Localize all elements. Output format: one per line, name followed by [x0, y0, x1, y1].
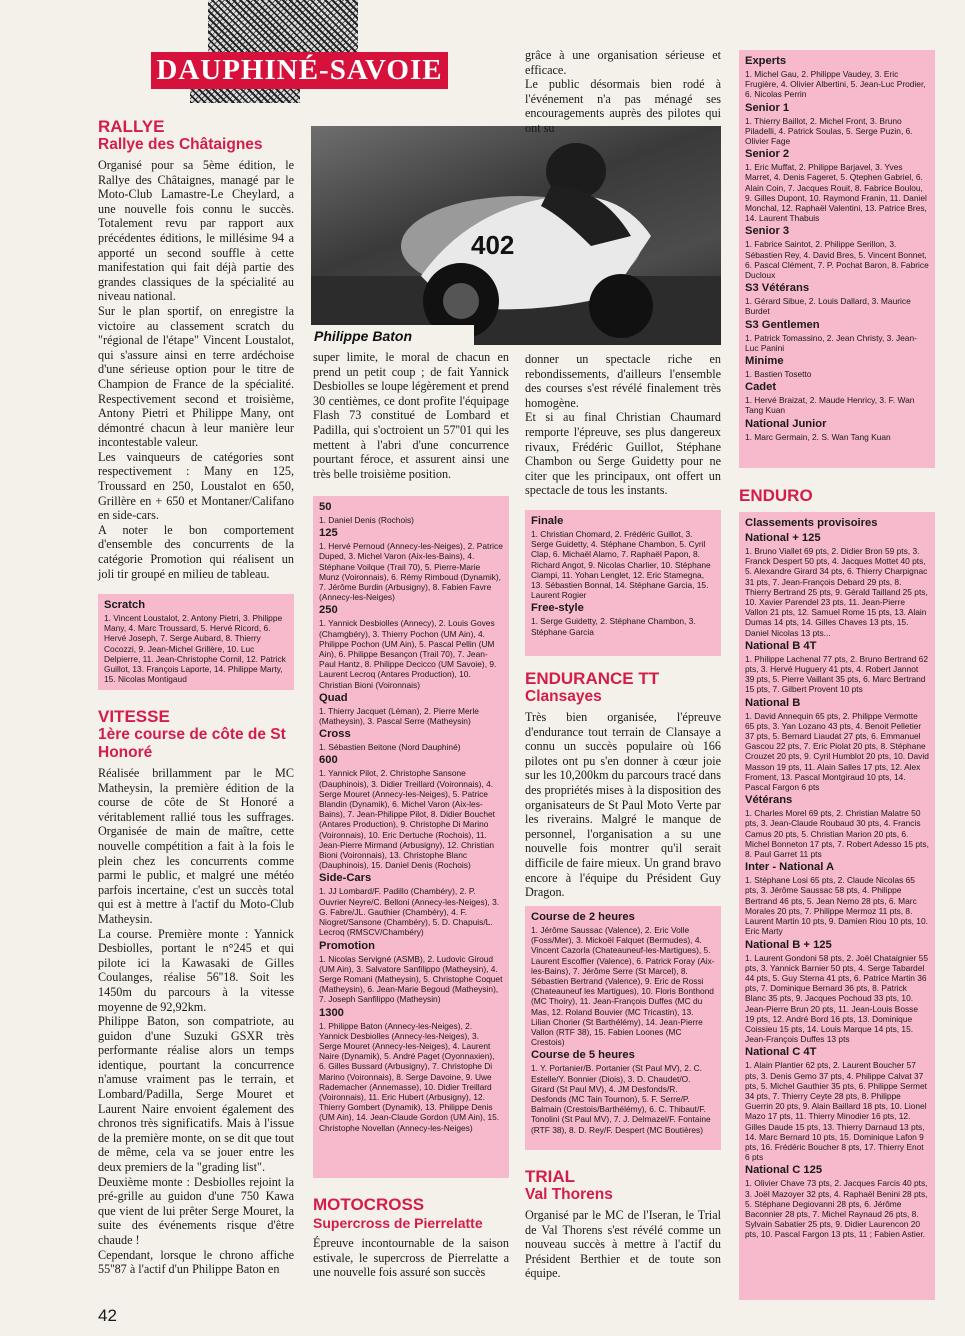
trial-article	[525, 1168, 721, 1281]
result-list: 1. Bastien Tosetto	[745, 369, 812, 380]
motocross-paragraph: Le public désormais bien rodé à l'événement n'a pas ménagé ses encouragements auprès des pilotes qui ont su	[525, 77, 721, 135]
endurance-results-box	[525, 906, 721, 1150]
result-list: 1. Hervé Pernoud (Annecy-les-Neiges), 2. Patrice Duped, 3. Michel Varon (Aix-les-Bains), 4. Stéphane Voilque (Trail 70), 5. Pierre-Marie Munz (Voironnais), 6. Rémy Rimboud (Dynamik), 7. Jérôme Burdin (Arbusigny), 8. Fabien Favre (Annecy-les-Neiges)	[319, 541, 503, 603]
result-list: 1. Daniel Denis (Rochois)	[319, 515, 414, 525]
result-heading: National C 4T	[745, 1046, 817, 1059]
result-list: 1. Fabrice Saintot, 2. Philippe Serillon, 3. Sébastien Rey, 4. David Bres, 5. Vincent Bonnet, 6. Pascal Clément, 7. P. Pochat Baron, 8. Fabrice Ducloux	[745, 239, 929, 281]
result-category	[319, 692, 503, 726]
motocross-section-heading: MOTOCROSS	[313, 1195, 425, 1214]
result-list: 1. Philippe Baton (Annecy-les-Neiges), 2. Yannick Desbiolles (Annecy-les-Neiges), 3. Serge Mouret (Annecy-les-Neiges), 4. Laurent Naire (Dynamik), 5. André Paget (Oyonnaxien), 6. Gilles Bussard (Arbusigny), 7. Christophe Di Marino (Voironnais), 8. Serge Davoine, 9. Uwe Rademacher (Annemasse), 10. Didier Treillard (Voironnais), 11. Eric Hubert (Arbusigny), 12. Thierry Gombert (Dynamik), 13. Philippe Denis (UM Ain), 14. Jean-Claude Gordon (UM Ain), 15. Christophe Novellan (Annecy-les-Neiges)	[319, 1020, 500, 1133]
result-heading: Senior 3	[745, 225, 790, 238]
result-heading: Course de 5 heures	[531, 1049, 635, 1062]
result-category	[745, 939, 929, 1045]
result-heading: National + 125	[745, 532, 821, 544]
result-list: 1. Laurent Gondoni 58 pts, 2. Joël Chataignier 55 pts, 3. Yannick Barnier 50 pts, 4. Serge Tabardel 44 pts, 5. Guy Sterna 41 pts, 6. Patrice Martin 36 pts, 7. Dominique Bernard 36 pts, 8. Patrick Blanc 35 pts, 9. Jacques Pochoud 33 pts, 10. Jean-Pierre Brun 20 pts, 11. Jean-Louis Bosse 19 pts, 12. André Bord 16 pts, 13. Dominique Coissieu 15 pts, 14. Louis Marque 14 pts, 15. Jean-François Duffes 13 pts	[745, 952, 928, 1045]
result-heading: Experts	[745, 55, 787, 67]
rallye-body	[98, 158, 294, 581]
result-heading: Minime	[745, 355, 784, 368]
result-heading: Quad	[319, 691, 348, 704]
result-category	[745, 418, 929, 442]
banner-pattern-strip	[190, 89, 300, 103]
result-category	[745, 381, 929, 415]
page-number: 42	[98, 1306, 117, 1325]
endurance-body: Très bien organisée, l'épreuve d'endurance tout terrain de Clansaye a connu un succès populaire où 166 pilotes ont pu s'en donner à cœur joie sur les 10,200km du parcours tracé dans des propriétés mises à la disposition des organisateurs de St Paul Moto Verte par les riverains. Malgré le manque de personnel, l'organisation a su une nouvelle fois montrer qu'il serait difficile de faire mieux. Un grand bravo encore à l'équipe du Président Guy Dragon.	[525, 710, 721, 900]
vitesse-title: 1ère course de côte de St Honoré	[98, 726, 286, 761]
scratch-results-box	[98, 594, 294, 690]
result-list: 1. Marc Germain, 2. S. Wan Tang Kuan	[745, 431, 891, 442]
result-category	[745, 355, 929, 379]
vitesse-paragraph: La course. Première monte : Yannick Desbiolles, portant le n°245 et qui pilote ici la Kawasaki de Gilles Coulanges, réalise 56''18. Soit les 1450m du parcours à la vitesse moyenne de 92,92km.	[98, 926, 294, 1014]
result-category	[745, 1164, 929, 1239]
race-number: 402	[471, 230, 515, 260]
result-category	[319, 1007, 503, 1133]
result-category	[531, 515, 715, 600]
result-heading: National B 4T	[745, 639, 817, 652]
vitesse-paragraph: Philippe Baton, son compatriote, au guidon d'une Suzuki GSXR très performante réalise alors un temps identique, pourtant la concurrence n'amuse vraiment pas le terrain, et Lombard/Padilla, Serge Mouret et Laurent Naire envoient également des chronos très significatifs. Mais à l'issue de la première monte, on se dit que tout de même, cela va se jouer entre les deux premiers de la "grading list".	[98, 1014, 294, 1175]
result-heading: 600	[319, 754, 338, 767]
rallye-title: Rallye des Châtaignes	[98, 136, 263, 153]
result-list: 1. Patrick Tomassino, 2. Jean Christy, 3. Jean-Luc Panini	[745, 332, 917, 353]
result-list: 1. Michel Gau, 2. Philippe Vaudey, 3. Eric Frugière, 4. Olivier Albertini, 5. Jean-Luc Prodier, 6. Nicolas Perrin	[745, 69, 926, 100]
motorcycle-photo	[311, 126, 721, 345]
motocross-paragraph: grâce à une organisation sérieuse et efficace.	[525, 48, 721, 77]
result-list: 1. Sébastien Beitone (Nord Dauphiné)	[319, 742, 461, 753]
result-category	[745, 282, 929, 316]
motorcycle-illustration	[311, 126, 721, 345]
vitesse-paragraph: Deuxième monte : Desbiolles rejoint la pré-grille au guidon d'une 750 Kawa que vient de lui prêter Serge Mouret, la suite des événements risque d'être chaude !	[98, 1174, 294, 1247]
result-heading: Promotion	[319, 939, 375, 952]
rallye-paragraph: Organisé pour sa 5ème édition, le Rallye des Châtaignes, managé par le Moto-Club Lamastre-Le Cheylard, a une nouvelle fois connu le succès. Totalement revu par rapport aux précédentes éditions, le millésime 94 a apporté un second souffle à cette manifestation qui fait déjà partie des grandes classiques de la spécialité au niveau national.	[98, 158, 294, 304]
result-heading: National Junior	[745, 417, 827, 430]
result-list: 1. Eric Muffat, 2. Philippe Barjavel, 3. Yves Marret, 4. Denis Fageret, 5. Qtephen Gabriel, 6. Alain Coin, 7. Jacques Rouit, 8. Fabrice Boulou, 9. Gilles Dupont, 10. Raymond Franin, 11. Daniel Monchal, 12. Raphaël Valentini, 13. Patrice Bres, 14. Laurent Thabuis	[745, 162, 927, 224]
motocross-paragraph: donner un spectacle riche en rebondissements, d'ailleurs l'ensemble des courses s'est révélé finalement très homogène.	[525, 352, 721, 410]
result-category	[745, 148, 929, 223]
result-list: 1. Stéphane Losi 65 pts, 2. Claude Nicolas 65 pts, 3. Jérôme Saussac 58 pts, 4. Philippe Bertrand 46 pts, 5. Jean Nemo 28 pts, 6. Marc Morales 20 pts, 7. Philippe Mermoz 11 pts, 8. Laurent Martin 10 pts, 9. Damien Riou 10 pts, 10. Eric Marty	[745, 875, 928, 937]
result-list: 1. Y. Portanier/B. Portanier (St Paul MV), 2. C. Estelle/Y. Bonnier (Diois), 3. D. Chaudet/O. Girard (St Paul MV), 4. JM Desfonds/R. Desfonds (MC Tain Tournon), 5. F. Serre/P. Balmain (Crestois/Barthélémy), 6. C. Thibaut/F. Tonolini (St Paul MV), 7. J. Delmazel/F. Fontaine (RTF 38), 8. D. Rey/F. Despert (MC Boutières)	[531, 1063, 711, 1135]
result-list: 1. Alain Plantier 62 pts, 2. Laurent Boucher 57 pts, 3. Denis Gemo 37 pts, 4. Philippe Calvat 37 pts, 5. Michel Gauthier 35 pts, 6. Philippe Sermet 34 pts, 7. Thierry Ceyte 28 pts, 8. Philippe Guerrin 20 pts, 9. Alain Baillard 18 pts, 10. Lionel Mazo 17 pts, 11. Thierry Minodier 16 pts, 12. Gilles Daude 15 pts, 13. Thierry Darnaud 13 pts, 14. Marc Bernard 10 pts, 15. Dominique Lafon 9 pts, 16. Frédéric Boucher 8 pts, 17. Thierry Enot 6 pts	[745, 1060, 928, 1163]
rallye-paragraph: Sur le plan sportif, on enregistre la victoire au classement scratch du "régional de l'étape" Vincent Loustalot, qui s'assure ainsi en terre ardéchoise d'une sérieuse option pour le titre de Champion de France de la spécialité. Respectivement second et troisième, Antony Pietri et Philippe Many, ont démontré chacun à leur manière leur incontestable valeur.	[98, 303, 294, 450]
rallye-paragraph: Les vainqueurs de catégories sont respectivement : Many en 125, Troussard en 250, Loustalot en 650, Grillère en + 650 et Montaner/Califano en side-cars.	[98, 449, 294, 523]
result-heading: Inter - National A	[745, 861, 835, 874]
result-heading: Vétérans	[745, 794, 793, 807]
result-category	[319, 527, 503, 602]
enduro-results-box	[739, 512, 935, 1300]
result-list: 1. JJ Lombard/F. Padillo (Chambéry), 2. P. Ouvrier Neyre/C. Belloni (Annecy-les-Neiges), 3. G. Fabre/JL. Gauthier (Chambéry), 4. F. Niogret/Sansone (Chambéry), 5. D. Chapuis/L. Lecroq (RMSCV/Chambéry)	[319, 886, 500, 938]
vitesse-section-heading: VITESSE	[98, 707, 170, 726]
result-heading: Cross	[319, 728, 351, 741]
result-category	[745, 532, 929, 638]
trial-section-heading: TRIAL	[525, 1167, 576, 1186]
result-category	[745, 102, 929, 147]
result-category	[745, 55, 929, 100]
result-list: 1. Nicolas Servigné (ASMB), 2. Ludovic Giroud (UM Ain), 3. Salvatore Sanfilippo (Matheysin), 4. Serge Romani (Matheysin), 5. Christophe Coquet (Matheysin), 6. Jean-Marie Begoud (Matheysin), 7. Joseph Sanfilippo (Matheysin)	[319, 953, 503, 1005]
result-list: 1. Gérard Sibue, 2. Louis Dallard, 3. Maurice Burdet	[745, 296, 911, 317]
section-banner	[151, 52, 448, 89]
result-heading: Side-Cars	[319, 872, 372, 885]
motocross-paragraph: Et si au final Christian Chaumard remporte l'épreuve, ses plus dangereux rivaux, Frédéric Guillot, Stéphane Chambon ou Serge Guidetty pour ne citer que les principaux, ont offert un spectacle de tous les instants.	[525, 410, 721, 498]
trial-title: Val Thorens	[525, 1186, 613, 1203]
result-list: 1. David Annequin 65 pts, 2. Philippe Vermotte 65 pts, 3. Yan Lozano 43 pts, 4. Benoit Pelletier 37 pts, 5. Bernard Liaudat 27 pts, 6. Emmanuel Gascou 22 pts, 7. Eric Piolat 20 pts, 8. Stéphane Crouzet 20 pts, 9. Cyril Humblot 20 pts, 10. David Masson 19 pts, 11. Alain Salles 17 pts, 12. Alex Froment, 13. Pascal Montgiraud 10 pts, 14. Pascal Fargon 6 pts	[745, 710, 929, 793]
result-list: 1. Hervé Braizat, 2. Maude Henricy, 3. F. Wan Tang Kuan	[745, 395, 915, 416]
result-heading: Senior 1	[745, 101, 790, 114]
result-heading: 50	[319, 501, 332, 513]
rallye-article	[98, 118, 294, 581]
result-list: 1. Philippe Lachenal 77 pts, 2. Bruno Bertrand 62 pts, 3. Hervé Huguery 41 pts, 4. Robert Jannot 39 pts, 5. Pierre Vaillant 35 pts, 6. Marc Bertrand 15 pts, 7. Gilbert Provent 10 pts	[745, 653, 928, 695]
vitesse-body	[98, 766, 294, 1277]
result-heading: Senior 2	[745, 148, 790, 161]
result-category	[319, 501, 503, 525]
result-list: 1. Serge Guidetty, 2. Stéphane Chambon, 3. Stéphane Garcia	[531, 616, 696, 637]
result-list: 1. Yannick Pilot, 2. Christophe Sansone (Dauphinois), 3. Didier Treillard (Voironnais), 4. Serge Mouret (Annecy-les-Neiges), 5. Patrice Blandin (Dynamik), 6. Michel Varon (Aix-les-Bains), 7. Jean-Philippe Pilot, 8. Didier Bouchet (Antares Production), 9. Christophe Di Marino (Voironnais), 10. Eric Dertuche (Rochois), 11. Jean-Pierre Mirmand (Arbusigny), 12. Christian Bioni (Voironnais), 13. Christophe Blanc (Dauphinois), 15. Daniel Denis (Rochois)	[319, 768, 495, 871]
result-category	[745, 640, 929, 695]
result-category	[531, 602, 715, 636]
result-category	[319, 728, 503, 752]
vitesse-article	[98, 708, 294, 1277]
result-category	[531, 911, 715, 1047]
result-category	[745, 861, 929, 936]
result-list: 1. Thierry Jacquet (Léman), 2. Pierre Merle (Matheysin), 3. Pascal Serre (Matheysin)	[319, 705, 479, 727]
rallye-paragraph: A noter le bon comportement d'ensemble des concurrents de la catégorie Promotion qui réalisent un joli tir groupé en milieu de tableau.	[98, 522, 294, 581]
result-category	[745, 1046, 929, 1162]
vitesse-paragraph: Cependant, lorsque le chrono affiche 55''87 à l'actif d'un Philippe Baton en	[98, 1247, 294, 1277]
result-list: 1. Christian Chomard, 2. Frédéric Guillot, 3. Serge Guidetty, 4. Stéphane Chambon, 5. Cyril Clap, 6. Michaël Alamo, 7. Raphaël Papon, 8. Richard Angot, 9. Nicolas Charlier, 10. Stéphane Ciampi, 11. Yohan Lenglet, 12. Eric Stamegna, 13. Sébastien Bonnal, 14. Stéphane Garcia, 15. Laurent Rogier	[531, 529, 711, 601]
motocross-continued-2	[525, 352, 721, 498]
result-list: 1. Charles Morel 69 pts, 2. Christian Malatre 50 pts, 3. Jean-Claude Roubaud 30 pts, 4. Francis Camus 20 pts, 5. Christian Marion 20 pts, 6. Michel Bonneton 17 pts, 7. Robert Adesso 15 pts, 8. Paul Garret 11 pts	[745, 808, 929, 860]
result-heading: 250	[319, 604, 338, 617]
result-category	[745, 225, 929, 280]
endurance-title: Clansayes	[525, 688, 602, 705]
result-list: 1. Olivier Chave 73 pts, 2. Jacques Farcis 40 pts, 3. Joël Mazoyer 32 pts, 4. Raphaël Benini 28 pts, 5. Stéphane Degiovanni 28 pts, 6. Jérôme Baconnier 28 pts, 7. Michel Raynaud 26 pts, 8. Sylvain Sabatier 25 pts, 9. Didier Laurencon 20 pts, 10. Pascal Fargon 13 pts, 11 ; Fabien Astier.	[745, 1178, 928, 1240]
result-heading: S3 Vétérans	[745, 282, 810, 295]
rallye-section-heading: RALLYE	[98, 117, 165, 136]
result-heading: Classements provisoires	[745, 517, 878, 529]
header-pattern	[208, 0, 358, 54]
banner-title: DAUPHINÉ-SAVOIE	[156, 54, 443, 86]
result-list: 1. Jérôme Saussac (Valence), 2. Eric Volle (Foss/Mer), 3. Mickoël Falquet (Bermudes), 4. Vincent Cazorla (Chateauneuf-les-Martigues), 5. Laurent Escoffier (Valence), 6. Patrick Foray (Aix-les-Bains), 7. Jérôme Serre (St Marcel), 8. Sébastien Bertrand (Valence), 9. Eric de Rossi (Chateauneuf les Martigues), 10. Floris Bonthond (MC Thoiry), 11. Jean-François Duffes (MC du Mas, 12. Roland Bouvier (MC Tricastin), 13. Lilian Chorier (St Barthélémy), 14. Jean-Pierre Vallon (RTF 38), 15. Fabien Loones (MC Crestois)	[531, 925, 715, 1048]
result-list: 1. Thierry Baillot, 2. Michel Front, 3. Bruno Piladelli, 4. Patrick Soulas, 5. Serge Puzin, 6. Olivier Fage	[745, 115, 913, 147]
result-category	[319, 872, 503, 937]
result-category	[531, 1049, 715, 1134]
result-heading: National B + 125	[745, 938, 832, 951]
scratch-list: 1. Vincent Loustalot, 2. Antony Pietri, 3. Philippe Many, 4. Marc Troussard, 5. Hervé Ricord, 6. Hervé Joseph, 7. Serge Aubard, 8. Thierry Cocozzi, 9. Jean-Michel Grillère, 10. Luc Delpierre, 11. Jean-Christophe Cornil, 12. Patrick Guillot, 13. François Laporte, 14. Philippe Marty, 15. Nicolas Montigaud	[104, 613, 286, 685]
result-category	[319, 604, 503, 689]
result-heading: Free-style	[531, 602, 584, 615]
result-category	[745, 794, 929, 859]
result-heading: 125	[319, 527, 338, 540]
trial-results-box	[739, 50, 935, 468]
vitesse-paragraph: Réalisée brillamment par le MC Matheysin, la première édition de la course de côte de St Honoré a véritablement rallié tous les suffrages. Organisée de main de maître, cette nouvelle compétition a fait à la fois le plein chez les concurrents comme parmi le public, et malgré une météo parfois incertaine, c'est un succès total qui est à mettre à l'actif du Moto-Club Matheysin.	[98, 766, 294, 926]
motocross-body: Épreuve incontournable de la saison estivale, le supercross de Pierrelatte a une nouvelle fois assuré son succès	[313, 1236, 509, 1280]
result-heading: National C 125	[745, 1164, 823, 1177]
scratch-heading: Scratch	[104, 599, 146, 611]
vitesse-continued: super limite, le moral de chacun en prend un petit coup ; de fait Yannick Desbiolles se loupe légèrement et prend 30 centièmes, ce dont profite l'équipage Flash 73 constitué de Lombard et Padilla, qui s'octroient un 57''01 qui les mettent à l'abri d'une concurrence pourtant féroce, et assurent ainsi une très belle troisième position.	[313, 350, 509, 481]
result-list: 1. Bruno Viallet 69 pts, 2. Didier Bron 59 pts, 3. Franck Despert 50 pts, 4. Jacques Mottet 40 pts, 5. Alexandre Girard 34 pts, 6. Thierry Charpignac 31 pts, 7. Jean-François Debard 29 pts, 8. Thierry Bertrand 25 pts, 9. Gérald Tailland 25 pts, 10. Xavier Parendel 23 pts, 11. Jean-Pierre Vallon 21 pts, 12. Samuel Rome 15 pts, 13. Alain Dumas 14 pts, 14. Gilles Chaves 13 pts, 15. Daniel Nicolas 13 pts...	[745, 546, 928, 638]
result-heading: 1300	[319, 1006, 344, 1019]
trial-body: Organisé par le MC de l'Iseran, le Trial de Val Thorens s'est révélé comme un nouveau succès à mettre à l'actif du Président Berthier et de toute son équipe.	[525, 1208, 721, 1281]
motocross-title: Supercross de Pierrelatte	[313, 1215, 483, 1231]
result-list: 1. Yannick Desbiolles (Annecy), 2. Louis Goves (Chamgbéry), 3. Thierry Pochon (UM Ain), 4. Philippe Pochon (UM Ain), 5. Pascal Pellin (UM Ain), 6. Philippe Besançon (Trail 70), 7. Jean-Paul Hantz, 8. Philippe Decicco (UM Savoie), 9. Laurent Lecroq (Antares Production), 10. Christian Bioni (Voironnais)	[319, 618, 497, 690]
enduro-section-heading: ENDURO	[739, 486, 813, 505]
result-category	[319, 754, 503, 870]
result-heading: National B	[745, 696, 801, 709]
result-category	[319, 940, 503, 1005]
endurance-article	[525, 670, 721, 900]
result-heading: Course de 2 heures	[531, 911, 635, 923]
result-heading: S3 Gentlemen	[745, 318, 820, 331]
result-heading: Cadet	[745, 381, 777, 394]
motocross-article	[313, 1196, 509, 1280]
motocross-continued	[525, 48, 721, 136]
supercross-results-box	[525, 510, 721, 656]
photo-caption: Philippe Baton	[311, 325, 474, 347]
result-category	[745, 517, 929, 530]
result-category	[745, 319, 929, 353]
vitesse-results-box	[313, 496, 509, 1178]
result-heading: Finale	[531, 515, 564, 527]
endurance-section-heading: ENDURANCE TT	[525, 669, 660, 688]
result-category	[745, 697, 929, 793]
